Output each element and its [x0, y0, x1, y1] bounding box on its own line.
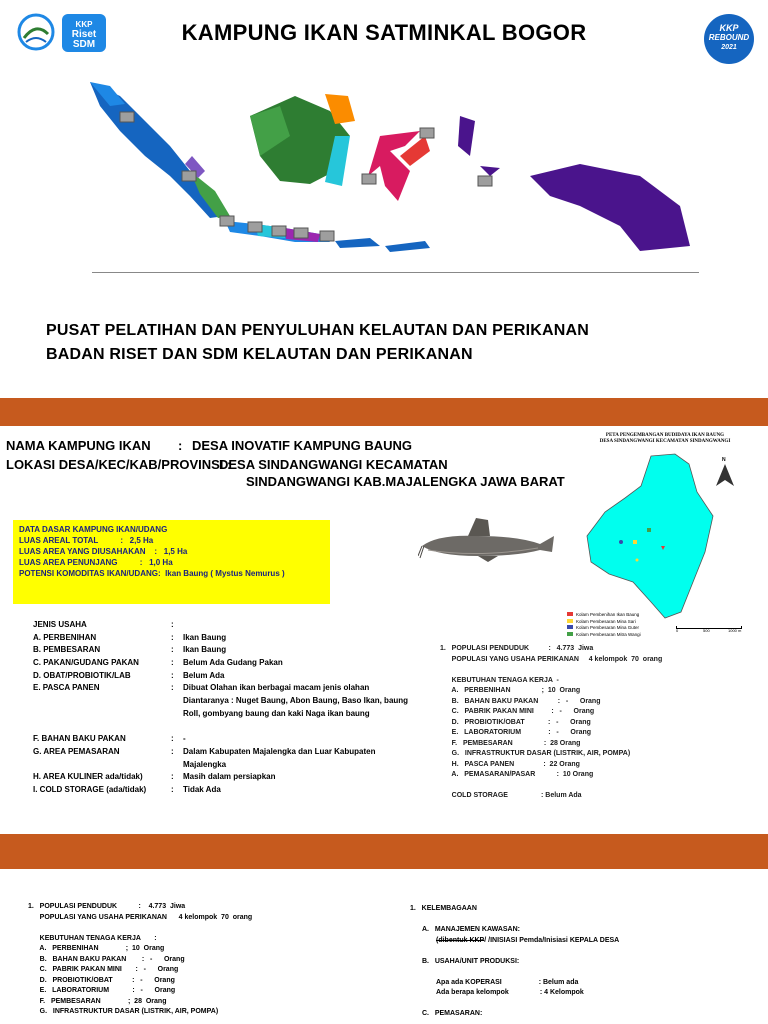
row-colon: : [171, 658, 174, 668]
info-line: C. PABRIK PAKAN MINI : - Orang [440, 708, 595, 715]
row-label: B. PEMBESARAN [33, 645, 101, 655]
jenis-colon: : [171, 620, 174, 629]
map-title [565, 433, 765, 445]
info-line: POPULASI YANG USAHA PERIKANAN 4 kelompok 70 orang [28, 913, 253, 921]
info-line [440, 665, 760, 676]
info-line: B. BAHAN BAKU PAKAN : - Orang [28, 955, 185, 963]
map-title-line: DESA SINDANGWANGI KECAMATAN SINDANGWANGI [599, 439, 731, 444]
nama-colon: : [178, 438, 183, 453]
data-dasar-box [13, 520, 330, 604]
info-line: G. INFRASTRUKTUR DASAR (LISTRIK, AIR, POMPA) [440, 750, 631, 757]
table-row [33, 670, 403, 683]
info-line: COLD STORAGE : Belum Ada [440, 792, 582, 799]
sindangwangi-map [585, 452, 765, 622]
table-row [33, 771, 403, 784]
info-line: H. PASCA PANEN : 22 Orang [440, 760, 580, 768]
row-colon: : [171, 670, 174, 680]
info-line: 1. POPULASI PENDUDUK : 4.773 Jiwa [28, 903, 186, 910]
jenis-usaha-table [33, 619, 409, 797]
map-title-line: PETA PENGEMBANGAN BUDIDAYA IKAN BAUNG [605, 433, 725, 438]
scale-label: 0 [676, 628, 679, 633]
row-value: Belum Ada Gudang Pakan [183, 658, 283, 668]
slide-title [0, 0, 768, 386]
manajemen-label: A. MANAJEMEN KAWASAN: [422, 926, 521, 933]
nama-value: DESA INOVATIF KAMPUNG BAUNG [192, 438, 413, 453]
info-line: D. PROBIOTIK/OBAT : - Orang [440, 718, 591, 726]
logo-text: REBOUND [708, 33, 750, 42]
data-dasar-line: POTENSI KOMODITAS IKAN/UDANG: Ikan Baung ( Mystus Nemurus ) [19, 569, 285, 578]
manajemen-value [410, 936, 760, 947]
legend-swatch [567, 625, 573, 629]
info-line: POPULASI YANG USAHA PERIKANAN 4 kelompok 70 orang [440, 655, 663, 663]
row-label: H. AREA KULINER ada/tidak) [33, 772, 143, 782]
row-value: Masih dalam persiapkan [183, 772, 276, 782]
table-row [33, 721, 403, 734]
legend-swatch [567, 632, 573, 636]
info-line: A. PERBENIHAN ; 10 Orang [440, 687, 581, 694]
row-label: C. PAKAN/GUDANG PAKAN [33, 658, 139, 668]
scale-label: 1000 m [728, 628, 742, 633]
row-value: Ikan Baung [183, 645, 227, 655]
info-line: 1. POPULASI PENDUDUK : 4.773 Jiwa [440, 645, 594, 652]
info-line [28, 923, 368, 934]
logo-text: 2021 [721, 44, 737, 51]
slide-kelembagaan [0, 872, 768, 1024]
info-line: G. INFRASTRUKTUR DASAR (LISTRIK, AIR, POMPA) [28, 1008, 219, 1015]
row-value: - [183, 734, 186, 744]
koperasi-line: Apa ada KOPERASI : Belum ada [436, 978, 579, 986]
data-dasar-line: LUAS AREAL TOTAL : 2,5 Ha [19, 536, 154, 545]
info-line: F. PEMBESARAN ; 28 Orang [28, 997, 167, 1005]
row-colon: : [171, 784, 174, 794]
nama-label: NAMA KAMPUNG IKAN [6, 438, 151, 453]
info-line: A. PEMASARAN/PASAR : 10 Orang [440, 771, 594, 778]
lokasi-value-2: SINDANGWANGI KAB.MAJALENGKA JAWA BARAT [246, 474, 565, 489]
row-label: G. AREA PEMASARAN [33, 746, 120, 756]
divider [92, 272, 699, 273]
slide-kampung-info [0, 426, 768, 810]
row-value: Diantaranya : Nuget Baung, Abon Baung, Baso Ikan, baung [183, 696, 409, 706]
row-label: I. COLD STORAGE (ada/tidak) [33, 784, 147, 794]
kelompok-line: Ada berapa kelompok : 4 Kelompok [436, 989, 584, 996]
map-legend [567, 612, 641, 638]
indonesia-map [80, 76, 700, 272]
legend-swatch [567, 619, 573, 623]
info-line: KEBUTUHAN TENAGA KERJA - [440, 676, 559, 684]
north-label: N [722, 457, 726, 463]
north-arrow-icon [714, 462, 736, 490]
table-row [33, 784, 403, 797]
row-value: Ikan Baung [183, 632, 227, 642]
logo-text: KKP [75, 20, 93, 29]
table-row [33, 644, 403, 657]
info-line: KEBUTUHAN TENAGA KERJA : [28, 934, 157, 942]
orange-divider-bar [0, 834, 768, 869]
table-row [33, 632, 403, 645]
info-line: E. LABORATORIUM : - Orang [440, 729, 592, 736]
kelembagaan-block [410, 904, 760, 1020]
row-value: Majalengka [183, 759, 227, 769]
data-dasar-line: LUAS AREA PENUNJANG : 1,0 Ha [19, 558, 173, 567]
subtitle-line-1: PUSAT PELATIHAN DAN PENYULUHAN KELAUTAN DAN PERIKANAN [46, 322, 590, 339]
kelembagaan-title: 1. KELEMBAGAAN [410, 905, 477, 912]
legend-label: Kolam Pembesaran Mina Sari [576, 618, 636, 624]
info-line: B. BAHAN BAKU PAKAN : - Orang [440, 697, 601, 705]
table-row [33, 708, 403, 721]
table-row [33, 682, 403, 695]
baung-fish-image [418, 512, 558, 564]
row-colon: : [171, 645, 174, 655]
legend-swatch [567, 612, 573, 616]
row-colon: : [171, 734, 174, 744]
lokasi-value-1: DESA SINDANGWANGI KECAMATAN [219, 457, 448, 472]
kkp-rebound-logo [704, 14, 754, 64]
table-row [33, 733, 403, 746]
row-colon: : [171, 746, 174, 756]
legend-label: Kolam Pembesaran Mitra Wangi [576, 631, 641, 637]
lokasi-label: LOKASI DESA/KEC/KAB/PROVINSI : [6, 457, 232, 472]
row-label: D. OBAT/PROBIOTIK/LAB [33, 670, 131, 680]
row-label: F. BAHAN BAKU PAKAN [33, 734, 126, 744]
info-line: D. PROBIOTIK/OBAT : - Orang [28, 976, 175, 984]
info-line: F. PEMBESARAN : 28 Orang [440, 739, 581, 747]
struck-text: (dibentuk KKP [436, 936, 485, 944]
legend-label: Kolam Pembesaran Mina Guter [576, 625, 640, 630]
table-row [33, 695, 409, 708]
row-label: E. PASCA PANEN [33, 683, 100, 693]
info-line: A. PERBENIHAN ; 10 Orang [28, 945, 165, 952]
row-value: Roll, gombyang baung dan kaki Naga ikan baung [183, 708, 370, 718]
info-line [440, 781, 760, 792]
logo-text: Riset SDM [71, 29, 97, 50]
logo-text: KKP [719, 23, 739, 33]
populasi-block [440, 644, 760, 802]
row-value: Tidak Ada [183, 784, 221, 794]
info-line: C. PABRIK PAKAN MINI : - Orang [28, 966, 179, 973]
pemasaran-label: C. PEMASARAN: [422, 1010, 483, 1017]
row-colon: : [171, 632, 174, 642]
subtitle-line-2: BADAN RISET DAN SDM KELAUTAN DAN PERIKANAN [46, 346, 473, 363]
row-label: A. PERBENIHAN [33, 632, 97, 642]
page-title: KAMPUNG IKAN SATMINKAL BOGOR [181, 20, 587, 45]
row-value: Dalam Kabupaten Majalengka dan Luar Kabupaten [183, 746, 376, 756]
info-line: E. LABORATORIUM : - Orang [28, 987, 176, 994]
usaha-label: B. USAHA/UNIT PRODUKSI: [422, 957, 520, 965]
row-colon: : [171, 683, 174, 693]
scale-label: 500 [703, 628, 710, 633]
table-row [33, 657, 403, 670]
row-value: Dibuat Olahan ikan berbagai macam jenis olahan [183, 683, 370, 693]
populasi-block-2 [28, 902, 368, 1018]
jenis-header: JENIS USAHA [33, 620, 87, 629]
data-dasar-line: DATA DASAR KAMPUNG IKAN/UDANG [19, 525, 168, 534]
table-row [33, 759, 403, 772]
data-dasar-line: LUAS AREA YANG DIUSAHAKAN : 1,5 Ha [19, 547, 188, 556]
manajemen-rest: / /INISIASI Pemda/Inisiasi KEPALA DESA [484, 936, 620, 944]
row-value: Belum Ada [183, 670, 225, 680]
legend-label: Kolam Pembenihan Ikan Baung [576, 612, 640, 617]
table-row [33, 746, 403, 759]
row-colon: : [171, 772, 174, 782]
